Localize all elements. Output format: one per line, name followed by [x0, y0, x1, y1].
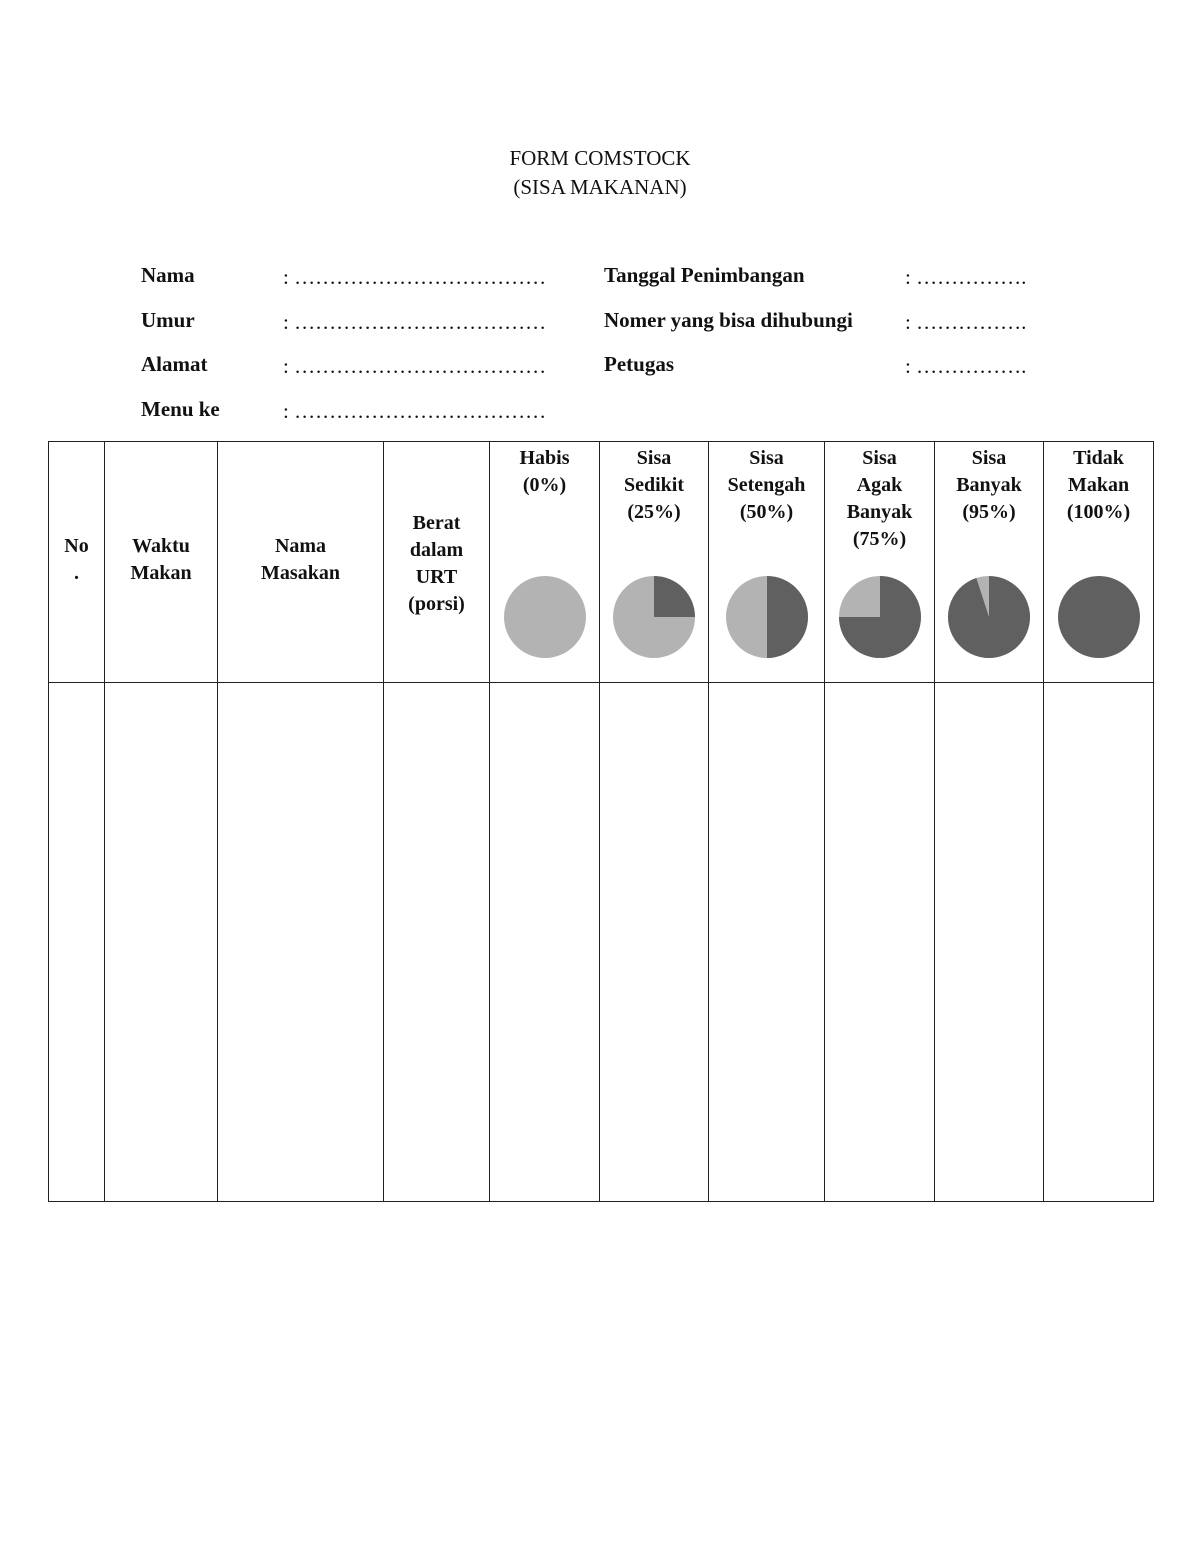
cell-no[interactable]	[49, 683, 105, 1202]
level-sedikit-line3: (25%)	[627, 501, 681, 523]
field-label-menu: Menu ke	[141, 397, 220, 421]
header-waktu-line2: Makan	[130, 562, 192, 584]
pie-base	[504, 576, 586, 658]
form-title-line1: FORM COMSTOCK	[509, 146, 691, 170]
header-row	[49, 442, 1154, 683]
header-level-habis	[490, 442, 600, 683]
field-label-umur: Umur	[141, 308, 195, 332]
level-sedikit-line1: Sisa	[636, 447, 672, 469]
header-berat	[384, 442, 490, 683]
form-title	[0, 144, 1200, 202]
header-level-sisa-agak-banyak	[825, 442, 935, 683]
header-berat-line1: Berat	[412, 512, 461, 534]
level-setengah-line1: Sisa	[749, 447, 784, 469]
header-berat-line2: dalam	[409, 539, 464, 561]
field-value-nama[interactable]: : ………………………………	[283, 265, 547, 289]
cell-nama-masakan[interactable]	[218, 683, 384, 1202]
cell-waktu-makan[interactable]	[105, 683, 218, 1202]
level-agak-line4: (75%)	[852, 528, 907, 550]
level-agak-line3: Banyak	[846, 501, 913, 523]
level-agak-line2: Agak	[856, 474, 903, 496]
field-label-nomer: Nomer yang bisa dihubungi	[604, 308, 853, 332]
cell-sisa-setengah[interactable]	[709, 683, 825, 1202]
field-label-nama: Nama	[141, 263, 195, 287]
field-value-nomer[interactable]: : …………….	[905, 310, 1027, 334]
header-nama-line2: Masakan	[261, 562, 340, 584]
cell-habis[interactable]	[490, 683, 600, 1202]
cell-sisa-sedikit[interactable]	[600, 683, 709, 1202]
cell-sisa-banyak[interactable]	[935, 683, 1044, 1202]
form-title-line2: (SISA MAKANAN)	[513, 175, 687, 199]
header-berat-line3: URT	[415, 566, 458, 588]
level-sedikit-line2: Sedikit	[623, 474, 685, 496]
header-berat-line4: (porsi)	[408, 593, 465, 615]
level-banyak-line2: Banyak	[956, 474, 1022, 496]
level-setengah-line3: (50%)	[739, 501, 794, 523]
cell-tidak-makan[interactable]	[1044, 683, 1154, 1202]
level-habis-line2: (0%)	[522, 474, 567, 496]
field-value-tanggal[interactable]: : …………….	[905, 265, 1027, 289]
pie-sisa-agak-banyak-icon	[837, 574, 923, 660]
pie-tidak-makan-icon	[1056, 574, 1142, 660]
level-habis-line1: Habis	[519, 447, 570, 469]
pie-remaining-slice	[767, 576, 808, 658]
pie-remaining-slice	[654, 576, 695, 617]
header-no	[49, 442, 105, 683]
level-setengah-line2: Setengah	[727, 474, 806, 496]
pie-sisa-setengah-icon	[724, 574, 810, 660]
level-tidak-line3: (100%)	[1066, 501, 1131, 523]
pie-base	[1058, 576, 1140, 658]
header-level-sisa-sedikit	[600, 442, 709, 683]
field-label-tanggal: Tanggal Penimbangan	[604, 263, 805, 287]
comstock-table	[48, 441, 1154, 1202]
cell-sisa-agak-banyak[interactable]	[825, 683, 935, 1202]
level-banyak-line1: Sisa	[971, 447, 1007, 469]
pie-habis-icon	[502, 574, 588, 660]
level-tidak-line1: Tidak	[1073, 447, 1124, 469]
header-level-sisa-banyak	[935, 442, 1044, 683]
cell-berat[interactable]	[384, 683, 490, 1202]
field-value-umur[interactable]: : ………………………………	[283, 310, 547, 334]
field-label-petugas: Petugas	[604, 352, 674, 376]
header-level-tidak-makan	[1044, 442, 1154, 683]
header-waktu-line1: Waktu	[132, 535, 190, 557]
header-level-sisa-setengah	[709, 442, 825, 683]
header-no-line2: .	[74, 562, 79, 584]
level-agak-line1: Sisa	[862, 447, 897, 469]
header-nama-masakan	[218, 442, 384, 683]
header-waktu	[105, 442, 218, 683]
pie-sisa-sedikit-icon	[611, 574, 697, 660]
level-tidak-line2: Makan	[1067, 474, 1130, 496]
level-banyak-line3: (95%)	[962, 501, 1016, 523]
field-value-petugas[interactable]: : …………….	[905, 354, 1027, 378]
field-value-menu[interactable]: : ………………………………	[283, 399, 547, 423]
pie-remaining-slice	[948, 576, 1030, 658]
header-nama-line1: Nama	[274, 535, 327, 557]
pie-sisa-banyak-icon	[946, 574, 1032, 660]
table-row	[49, 683, 1154, 1202]
header-no-line1: No	[64, 535, 89, 557]
field-value-alamat[interactable]: : ………………………………	[283, 354, 547, 378]
field-label-alamat: Alamat	[141, 352, 208, 376]
